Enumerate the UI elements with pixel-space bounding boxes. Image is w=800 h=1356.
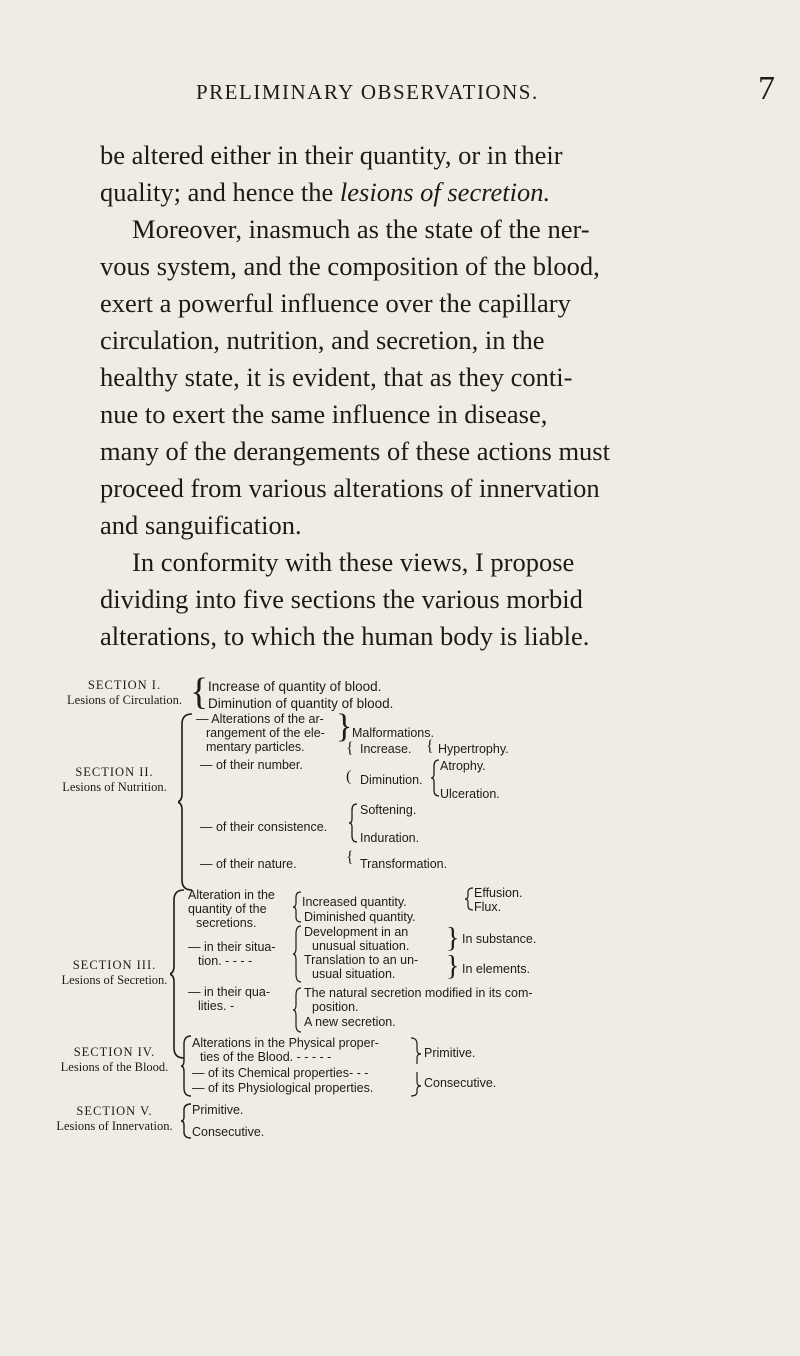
brace-icon: }: [446, 923, 460, 954]
s3-increased: Increased quantity.: [302, 895, 407, 909]
text: mentary particles.: [206, 740, 305, 754]
brace-icon: {: [346, 740, 354, 757]
text: Effusion.: [474, 886, 523, 900]
s2-induration: Induration.: [360, 831, 420, 845]
s3-new: A new secretion.: [304, 1015, 396, 1029]
s2-diminution: Diminution.: [360, 773, 423, 787]
section-title: SECTION III.: [72, 958, 157, 972]
text: quantity of the: [188, 902, 267, 916]
body-line: In conformity with these views, I propose: [132, 547, 575, 577]
section-subtitle: Lesions of Secretion.: [61, 973, 168, 987]
page-number: 7: [758, 70, 775, 107]
text: rangement of the ele-: [206, 726, 325, 740]
section-title: SECTION II.: [75, 765, 154, 779]
s5-consecutive: Consecutive.: [192, 1125, 265, 1139]
text: Translation to an un-: [304, 953, 419, 967]
body-line: and sanguification.: [100, 510, 302, 540]
text: lities. -: [198, 999, 235, 1013]
s3-effusion-group: [474, 886, 522, 914]
body-line: be altered either in their quantity, or in their: [100, 140, 563, 170]
brace-icon: [410, 1036, 422, 1098]
section-title: SECTION I.: [87, 678, 162, 692]
section-subtitle: Lesions of Circulation.: [67, 693, 182, 707]
section-subtitle: Lesions of Nutrition.: [62, 780, 167, 794]
s4-consecutive: Consecutive.: [424, 1076, 497, 1090]
s2-arrangement: [196, 712, 325, 754]
brace-icon: [292, 924, 302, 984]
section-5-label: [52, 1104, 177, 1134]
text: tion. - - - -: [198, 954, 253, 968]
s2-malformations: Malformations.: [352, 726, 434, 740]
body-line: circulation, nutrition, and secretion, in the: [100, 325, 545, 355]
body-line: nue to exert the same influence in disease,: [100, 399, 548, 429]
s2-atrophy: Atrophy.: [440, 759, 486, 773]
running-head: PRELIMINARY OBSERVATIONS.: [196, 80, 539, 104]
section-4-label: [52, 1045, 177, 1075]
body-line: alterations, to which the human body is liable.: [100, 621, 590, 651]
text: usual situation.: [312, 967, 396, 981]
body-line: vous system, and the composition of the blood,: [100, 251, 600, 281]
s3-in-substance: In substance.: [462, 932, 537, 946]
s2-softening: Softening.: [360, 803, 417, 817]
section-3-label: [52, 958, 177, 988]
s4-primitive: Primitive.: [424, 1046, 476, 1060]
brace-icon: {: [426, 738, 434, 755]
s2-number: — of their number.: [200, 758, 303, 772]
body-line-text: quality; and hence the lesions of secretion.: [100, 177, 551, 207]
s3-qualities: [188, 985, 270, 1013]
brace-icon: [180, 1102, 192, 1140]
brace-icon: [292, 986, 302, 1034]
text: Flux.: [474, 900, 502, 914]
brace-icon: }: [336, 708, 353, 745]
s3-translation: [304, 953, 418, 981]
body-line: proceed from various alterations of innervation: [100, 473, 600, 503]
brace-icon: [178, 712, 196, 892]
brace-icon: [430, 758, 440, 798]
brace-icon: [180, 1034, 192, 1098]
s2-nature: — of their nature.: [200, 857, 297, 871]
text: — in their situa-: [188, 940, 276, 954]
section-subtitle: Lesions of the Blood.: [60, 1060, 169, 1074]
s3-quantity: [188, 888, 275, 930]
s2-consistence: — of their consistence.: [200, 820, 328, 834]
body-line: exert a powerful influence over the capillary: [100, 288, 571, 318]
section-1-items: [208, 678, 393, 712]
brace-icon: {: [190, 671, 209, 713]
body-line: [100, 177, 550, 208]
s2-hypertrophy: Hypertrophy.: [438, 742, 509, 756]
s2-transformation: Transformation.: [360, 857, 448, 871]
s5-primitive: Primitive.: [192, 1103, 244, 1117]
text: unusual situation.: [312, 939, 410, 953]
brace-icon: [348, 802, 358, 844]
s2-ulceration: Ulceration.: [440, 787, 500, 801]
section-subtitle: Lesions of Innervation.: [56, 1119, 173, 1133]
body-line: healthy state, it is evident, that as they conti-: [100, 362, 573, 392]
text: — Alterations of the ar-: [196, 712, 324, 726]
emphasis: lesions of secretion.: [339, 177, 551, 207]
brace-icon: {: [346, 849, 354, 866]
body-line: many of the derangements of these actions must: [100, 436, 610, 466]
s3-development: [304, 925, 409, 953]
body-line: Moreover, inasmuch as the state of the ner-: [132, 214, 590, 244]
s3-in-elements: In elements.: [462, 962, 531, 976]
section-title: SECTION V.: [76, 1104, 153, 1118]
text: Alteration in the: [188, 888, 275, 902]
text: Development in an: [304, 925, 409, 939]
brace-icon: (: [346, 768, 352, 785]
text: secretions.: [196, 916, 257, 930]
section-1-label: [62, 678, 187, 708]
s4-chemical: — of its Chemical properties- - -: [192, 1066, 369, 1080]
brace-icon: [292, 890, 302, 924]
s3-diminished: Diminished quantity.: [304, 910, 416, 924]
body-line: dividing into five sections the various morbid: [100, 584, 583, 614]
s3-position: position.: [312, 1000, 359, 1014]
text: Alterations in the Physical proper-: [192, 1036, 379, 1050]
s3-natural: The natural secretion modified in its com-: [304, 986, 533, 1000]
s4-physical: [192, 1036, 379, 1064]
s2-increase: Increase.: [360, 742, 412, 756]
s3-situation: [188, 940, 276, 968]
item: Diminution of quantity of blood.: [208, 696, 394, 711]
item: Increase of quantity of blood.: [208, 679, 382, 694]
text: — in their qua-: [188, 985, 270, 999]
brace-icon: }: [446, 951, 460, 982]
text: ties of the Blood. - - - - -: [200, 1050, 332, 1064]
brace-icon: [464, 886, 474, 912]
section-2-label: [52, 765, 177, 795]
s4-physiological: — of its Physiological properties.: [192, 1081, 374, 1095]
section-title: SECTION IV.: [73, 1045, 156, 1059]
